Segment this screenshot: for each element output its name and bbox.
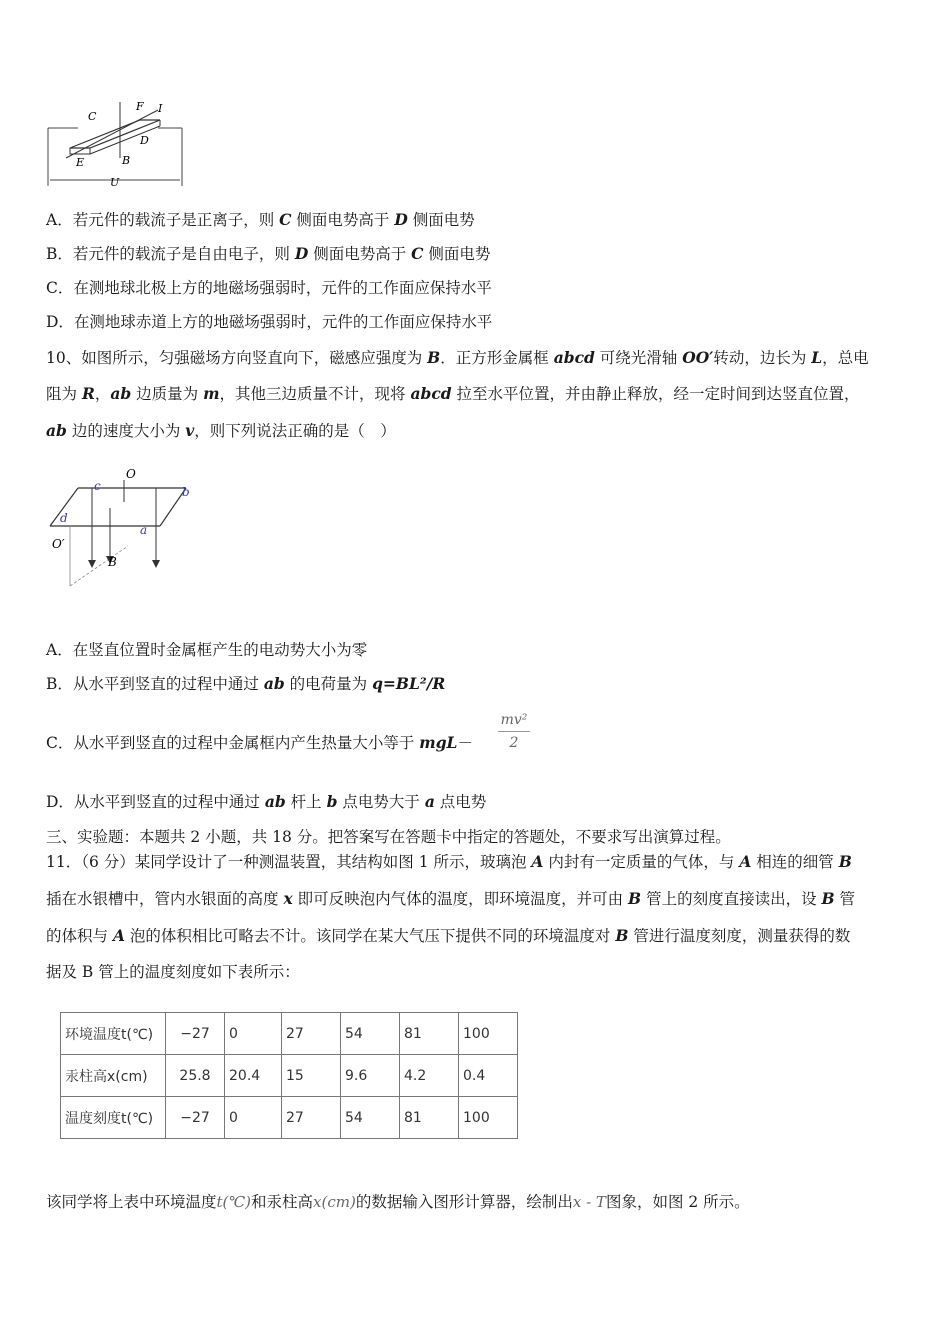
label-C: C xyxy=(88,110,97,123)
row-label: 环境温度t(℃) xyxy=(61,1013,166,1055)
label-B: B xyxy=(108,555,117,569)
table-cell: 100 xyxy=(459,1097,518,1139)
q10-option-a: A．在竖直位置时金属框产生的电动势大小为零 xyxy=(46,641,368,659)
q11-stem-line3: 的体积与 A 泡的体积相比可略去不计。该同学在某大气压下提供不同的环境温度对 B 管进行温度刻度，测量获得的数 xyxy=(46,926,851,945)
table-cell: 27 xyxy=(282,1013,341,1055)
q10-option-b: B．从水平到竖直的过程中通过 ab 的电荷量为 q=BL²/R xyxy=(46,674,446,693)
table-row xyxy=(61,1013,518,1055)
table-cell: 54 xyxy=(341,1097,400,1139)
q10-stem-line3: ab 边的速度大小为 v，则下列说法正确的是（ ） xyxy=(46,421,396,440)
q9-option-a: A．若元件的载流子是正离子，则 C 侧面电势高于 D 侧面电势 xyxy=(46,210,475,229)
q10-option-d: D．从水平到竖直的过程中通过 ab 杆上 b 点电势大于 a 点电势 xyxy=(46,792,487,811)
q10-stem-line1: 10、如图所示，匀强磁场方向竖直向下，磁感应强度为 B．正方形金属框 abcd 可绕光滑轴 OO′转动，边长为 L，总电 xyxy=(46,348,869,367)
label-O-prime: O′ xyxy=(52,537,65,551)
table-cell: 54 xyxy=(341,1013,400,1055)
table-cell: 81 xyxy=(400,1097,459,1139)
q11-final-line: 该同学将上表中环境温度t(℃)和汞柱高x(cm)的数据输入图形计算器，绘制出x - T图象，如图 2 所示。 xyxy=(46,1193,750,1211)
table-cell: 81 xyxy=(400,1013,459,1055)
table-cell: 27 xyxy=(282,1097,341,1139)
q10-stem-line2: 阻为 R，ab 边质量为 m，其他三边质量不计，现将 abcd 拉至水平位置，并由静止释放，经一定时间到达竖直位置， xyxy=(46,384,860,403)
table-cell: 0 xyxy=(225,1097,282,1139)
label-a: a xyxy=(140,523,148,537)
table-cell: 15 xyxy=(282,1055,341,1097)
q11-stem-line4: 据及 B 管上的温度刻度如下表所示： xyxy=(46,963,300,981)
label-d: d xyxy=(60,511,68,525)
label-c: c xyxy=(94,479,101,493)
label-D: D xyxy=(140,134,149,147)
table-cell: 20.4 xyxy=(225,1055,282,1097)
table-row xyxy=(61,1097,518,1139)
q11-stem-line2: 插在水银槽中，管内水银面的高度 x 即可反映泡内气体的温度，即环境温度，并可由 B 管上的刻度直接读出，设 B 管 xyxy=(46,889,856,908)
label-I: I xyxy=(158,102,163,115)
q9-option-d: D．在测地球赤道上方的地磁场强弱时，元件的工作面应保持水平 xyxy=(46,313,493,331)
table-cell: 0 xyxy=(225,1013,282,1055)
table-cell: 25.8 xyxy=(166,1055,225,1097)
label-F: F xyxy=(136,100,144,113)
row-label: 汞柱高x(cm) xyxy=(61,1055,166,1097)
label-B: B xyxy=(122,154,131,167)
row-label: 温度刻度t(℃) xyxy=(61,1097,166,1139)
table-cell: 100 xyxy=(459,1013,518,1055)
hall-element-figure xyxy=(40,98,190,190)
table-cell: 4.2 xyxy=(400,1055,459,1097)
table-cell: −27 xyxy=(166,1013,225,1055)
q11-stem-line1: 11．（6 分）某同学设计了一种测温装置，其结构如图 1 所示，玻璃泡 A 内封有一定质量的气体，与 A 相连的细管 B xyxy=(46,852,852,871)
q9-option-c: C．在测地球北极上方的地磁场强弱时，元件的工作面应保持水平 xyxy=(46,279,492,297)
label-O: O xyxy=(126,467,136,481)
q10-option-c: C．从水平到竖直的过程中金属框内产生热量大小等于 mgL－ xyxy=(46,733,473,752)
label-U: U xyxy=(110,176,120,189)
rotating-frame-figure xyxy=(48,462,198,590)
heat-fraction: mv² 2 xyxy=(496,710,532,753)
table-cell: 0.4 xyxy=(459,1055,518,1097)
label-E: E xyxy=(76,156,85,169)
temperature-table xyxy=(60,1012,518,1139)
section-3-heading: 三、实验题：本题共 2 小题，共 18 分。把答案写在答题卡中指定的答题处，不要求写出演算过程。 xyxy=(46,828,731,846)
label-b: b xyxy=(182,485,190,499)
q9-option-b: B．若元件的载流子是自由电子，则 D 侧面电势高于 C 侧面电势 xyxy=(46,244,491,263)
table-cell: −27 xyxy=(166,1097,225,1139)
table-row xyxy=(61,1055,518,1097)
table-cell: 9.6 xyxy=(341,1055,400,1097)
